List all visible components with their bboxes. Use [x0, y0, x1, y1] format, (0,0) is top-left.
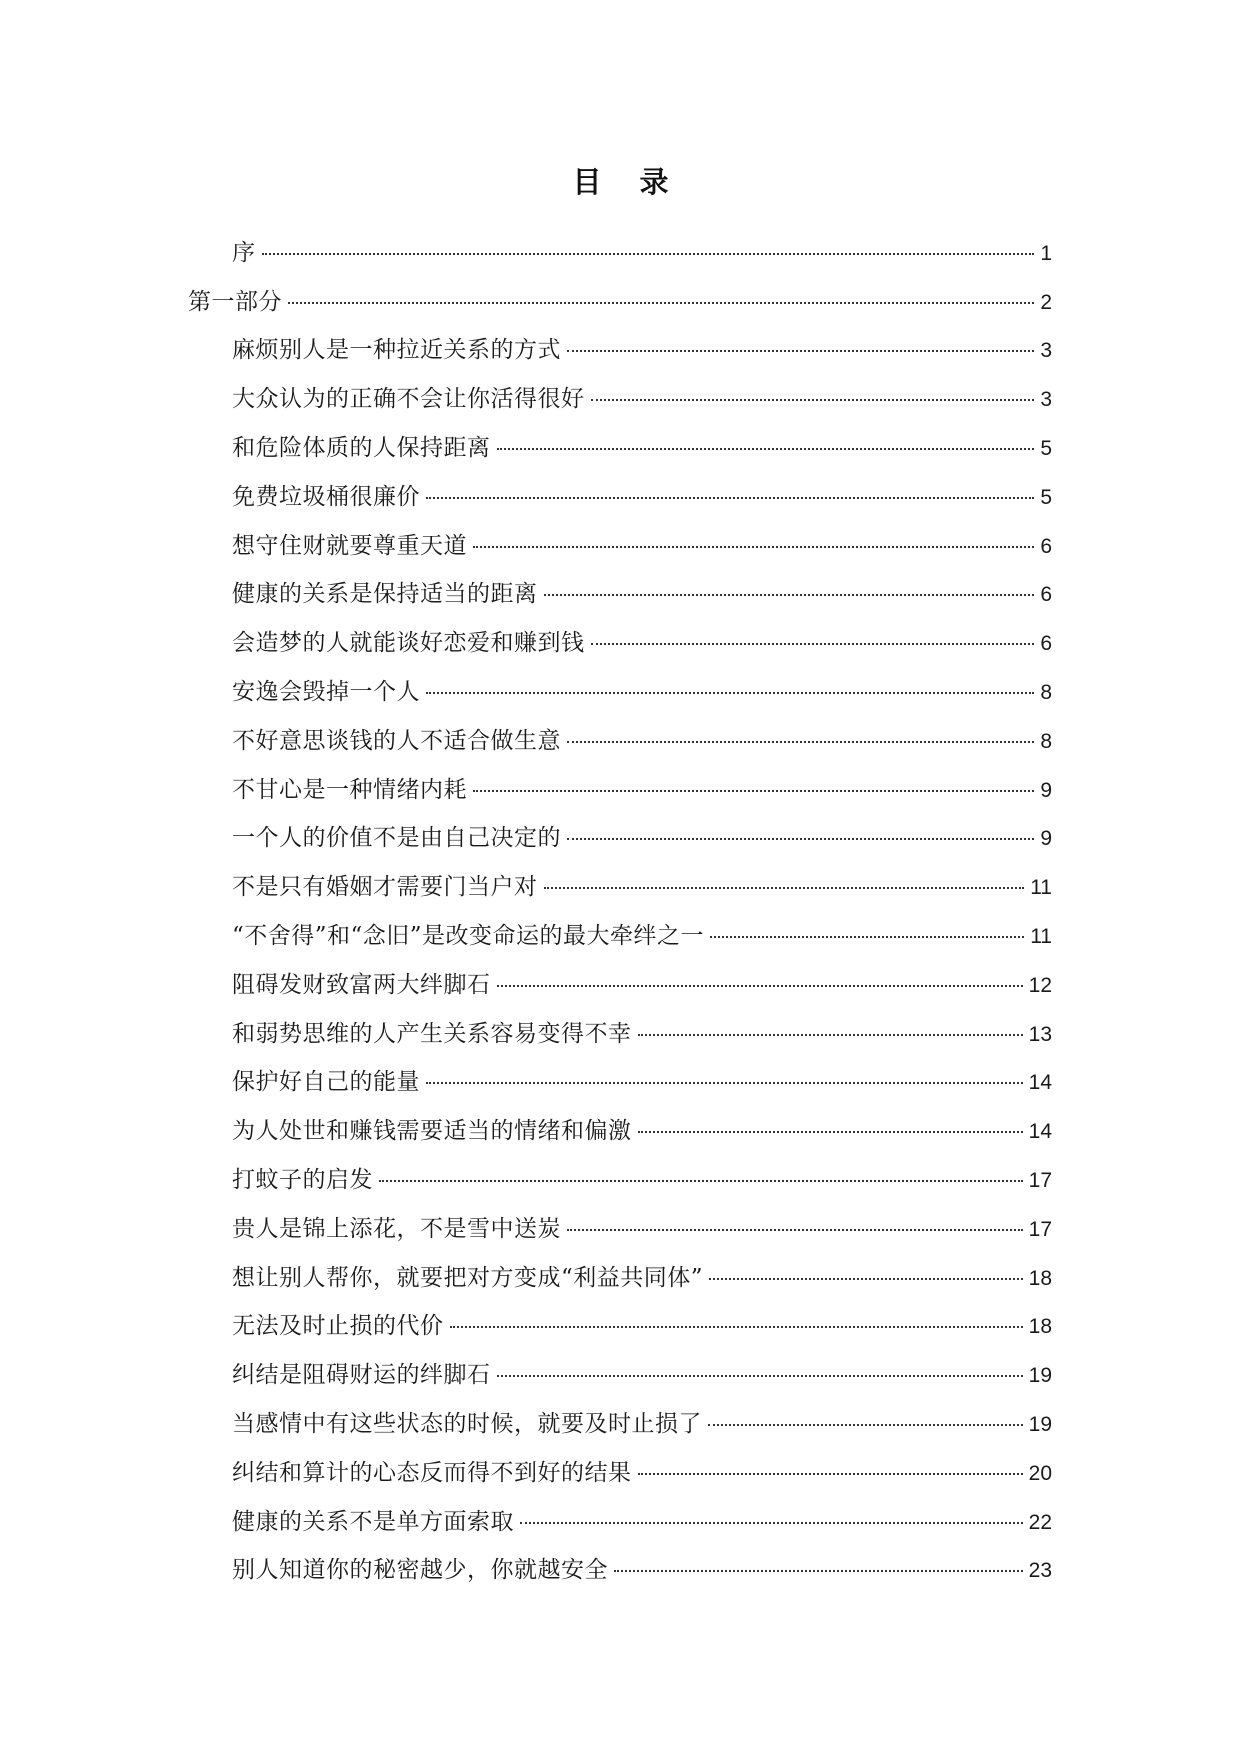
toc-entry[interactable] [0, 1194, 1241, 1243]
toc-entry-title: 别人知道你的秘密越少，你就越安全 [232, 1557, 608, 1584]
toc-entry-line [232, 1307, 1241, 1340]
toc-entry-line [232, 771, 1241, 804]
toc-entry-line [232, 1551, 1241, 1584]
dot-leader [614, 1570, 1023, 1572]
toc-entry-title: 纠结是阻碍财运的绊脚石 [232, 1362, 491, 1389]
toc-entry-page-number: 12 [1028, 973, 1052, 997]
toc-entry-line [232, 673, 1241, 706]
toc-entry-page-number: 9 [1040, 778, 1052, 802]
toc-entry-page-number: 6 [1040, 632, 1052, 656]
toc-entry-page-number: 14 [1028, 1071, 1052, 1095]
toc-entry-page-number: 13 [1028, 1022, 1052, 1046]
dot-leader [638, 1473, 1023, 1475]
toc-entry-title: 健康的关系不是单方面索取 [232, 1508, 514, 1535]
toc-entry-title: 第一部分 [188, 288, 282, 315]
toc-entry[interactable] [0, 901, 1241, 950]
toc-entry-title: 当感情中有这些状态的时候，就要及时止损了 [232, 1410, 702, 1437]
dot-leader [497, 448, 1035, 450]
dot-leader [709, 1278, 1023, 1280]
toc-entry-page-number: 3 [1040, 388, 1052, 412]
toc-entry-line [232, 234, 1241, 267]
dot-leader [591, 643, 1035, 645]
toc-entry-line [232, 429, 1241, 462]
toc-entry-title: 纠结和算计的心态反而得不到好的结果 [232, 1459, 632, 1486]
dot-leader [638, 1034, 1023, 1036]
dot-leader [379, 1180, 1023, 1182]
toc-entry-page-number: 6 [1040, 583, 1052, 607]
toc-list [0, 218, 1241, 1584]
toc-title: 目 录 [572, 165, 683, 199]
toc-entry[interactable] [0, 804, 1241, 853]
toc-entry-line [232, 624, 1241, 657]
toc-entry-title: 不是只有婚姻才需要门当户对 [232, 874, 538, 901]
dot-leader [638, 1131, 1023, 1133]
toc-entry[interactable] [0, 608, 1241, 657]
dot-leader [426, 692, 1034, 694]
toc-entry-line [232, 1210, 1241, 1243]
toc-entry-line [232, 1503, 1241, 1536]
toc-entry-title: 保护好自己的能量 [232, 1069, 420, 1096]
dot-leader [426, 1082, 1023, 1084]
toc-entry-line [232, 1454, 1241, 1487]
toc-entry-line [232, 1015, 1241, 1048]
toc-entry[interactable] [0, 852, 1241, 901]
toc-entry-line [232, 722, 1241, 755]
dot-leader [567, 350, 1034, 352]
toc-entry-page-number: 8 [1040, 729, 1052, 753]
toc-entry[interactable] [0, 511, 1241, 560]
toc-entry-title: 序 [232, 239, 256, 266]
toc-entry-line [232, 819, 1241, 852]
dot-leader [591, 399, 1035, 401]
dot-leader [288, 302, 1034, 304]
toc-entry[interactable] [0, 218, 1241, 267]
dot-leader [473, 790, 1034, 792]
toc-entry-title: 不好意思谈钱的人不适合做生意 [232, 727, 561, 754]
toc-entry-page-number: 17 [1028, 1217, 1052, 1241]
toc-entry-page-number: 2 [1040, 290, 1052, 314]
toc-entry-page-number: 11 [1030, 924, 1052, 948]
toc-entry-line [188, 283, 1241, 316]
toc-entry[interactable] [0, 1487, 1241, 1536]
toc-entry-title: 贵人是锦上添花，不是雪中送炭 [232, 1215, 561, 1242]
toc-entry-page-number: 5 [1040, 436, 1052, 460]
toc-entry[interactable] [0, 1340, 1241, 1389]
toc-entry-title: 打蚊子的启发 [232, 1166, 373, 1193]
toc-entry-title: 无法及时止损的代价 [232, 1313, 444, 1340]
toc-entry-line [232, 1405, 1241, 1438]
dot-leader [567, 1229, 1023, 1231]
toc-entry-line [232, 380, 1241, 413]
toc-entry-line [232, 1063, 1241, 1096]
toc-entry-title: 一个人的价值不是由自己决定的 [232, 825, 561, 852]
toc-entry-title: 和弱势思维的人产生关系容易变得不幸 [232, 1020, 632, 1047]
toc-entry-title: 大众认为的正确不会让你活得很好 [232, 386, 585, 413]
toc-entry[interactable] [0, 1438, 1241, 1487]
toc-entry[interactable] [0, 657, 1241, 706]
toc-entry-title: 不甘心是一种情绪内耗 [232, 776, 467, 803]
toc-entry[interactable] [0, 1096, 1241, 1145]
toc-entry-page-number: 18 [1028, 1315, 1052, 1339]
toc-entry[interactable] [0, 1243, 1241, 1292]
toc-entry-line [232, 966, 1241, 999]
toc-entry[interactable] [0, 755, 1241, 804]
toc-entry-title: 想让别人帮你，就要把对方变成“利益共同体” [232, 1264, 704, 1291]
toc-entry-page-number: 1 [1040, 241, 1052, 265]
toc-entry[interactable] [0, 950, 1241, 999]
toc-entry-page-number: 3 [1040, 339, 1052, 363]
toc-entry-page-number: 20 [1028, 1461, 1052, 1485]
toc-entry[interactable] [0, 706, 1241, 755]
toc-entry-line [232, 331, 1241, 364]
dot-leader [426, 497, 1034, 499]
toc-entry[interactable] [0, 267, 1241, 316]
dot-leader [497, 1375, 1023, 1377]
toc-entry[interactable] [0, 1292, 1241, 1341]
toc-entry[interactable] [0, 462, 1241, 511]
toc-entry[interactable] [0, 1048, 1241, 1097]
toc-entry[interactable] [0, 560, 1241, 609]
toc-entry-line [232, 868, 1241, 901]
toc-entry-line [232, 478, 1241, 511]
dot-leader [710, 936, 1024, 938]
toc-entry-title: 麻烦别人是一种拉近关系的方式 [232, 337, 561, 364]
toc-entry-page-number: 17 [1028, 1168, 1052, 1192]
dot-leader [567, 838, 1034, 840]
toc-entry-page-number: 19 [1028, 1364, 1052, 1388]
toc-entry-page-number: 18 [1028, 1266, 1052, 1290]
toc-entry-title: “不舍得”和“念旧”是改变命运的最大牵绊之一 [232, 922, 705, 949]
toc-entry[interactable] [0, 999, 1241, 1048]
toc-entry[interactable] [0, 316, 1241, 365]
toc-entry-page-number: 14 [1028, 1120, 1052, 1144]
dot-leader [450, 1326, 1023, 1328]
toc-entry-line [232, 575, 1241, 608]
dot-leader [497, 985, 1023, 987]
toc-entry-page-number: 9 [1040, 827, 1052, 851]
toc-entry-line [232, 527, 1241, 560]
dot-leader [262, 253, 1035, 255]
toc-entry-page-number: 8 [1040, 680, 1052, 704]
toc-entry-title: 免费垃圾桶很廉价 [232, 483, 420, 510]
toc-entry[interactable] [0, 1145, 1241, 1194]
toc-entry[interactable] [0, 1536, 1241, 1585]
toc-entry-title: 和危险体质的人保持距离 [232, 434, 491, 461]
dot-leader [708, 1424, 1023, 1426]
toc-entry[interactable] [0, 364, 1241, 413]
dot-leader [544, 594, 1035, 596]
toc-entry[interactable] [0, 413, 1241, 462]
toc-entry-page-number: 22 [1028, 1510, 1052, 1534]
toc-entry-page-number: 6 [1040, 534, 1052, 558]
toc-entry-line [232, 1112, 1241, 1145]
toc-entry-title: 想守住财就要尊重天道 [232, 532, 467, 559]
dot-leader [520, 1522, 1023, 1524]
toc-entry-title: 健康的关系是保持适当的距离 [232, 581, 538, 608]
toc-entry-line [232, 1356, 1241, 1389]
toc-entry-line [232, 1161, 1241, 1194]
toc-entry-line [232, 1259, 1241, 1292]
toc-entry-page-number: 11 [1030, 876, 1052, 900]
dot-leader [567, 741, 1034, 743]
toc-entry-page-number: 5 [1040, 485, 1052, 509]
toc-entry-title: 安逸会毁掉一个人 [232, 678, 420, 705]
dot-leader [544, 887, 1025, 889]
toc-entry-page-number: 23 [1028, 1559, 1052, 1583]
dot-leader [473, 546, 1034, 548]
toc-entry-title: 会造梦的人就能谈好恋爱和赚到钱 [232, 630, 585, 657]
toc-entry-title: 阻碍发财致富两大绊脚石 [232, 971, 491, 998]
toc-entry-line [232, 917, 1241, 950]
toc-entry-title: 为人处世和赚钱需要适当的情绪和偏激 [232, 1118, 632, 1145]
toc-entry[interactable] [0, 1389, 1241, 1438]
toc-entry-page-number: 19 [1028, 1412, 1052, 1436]
